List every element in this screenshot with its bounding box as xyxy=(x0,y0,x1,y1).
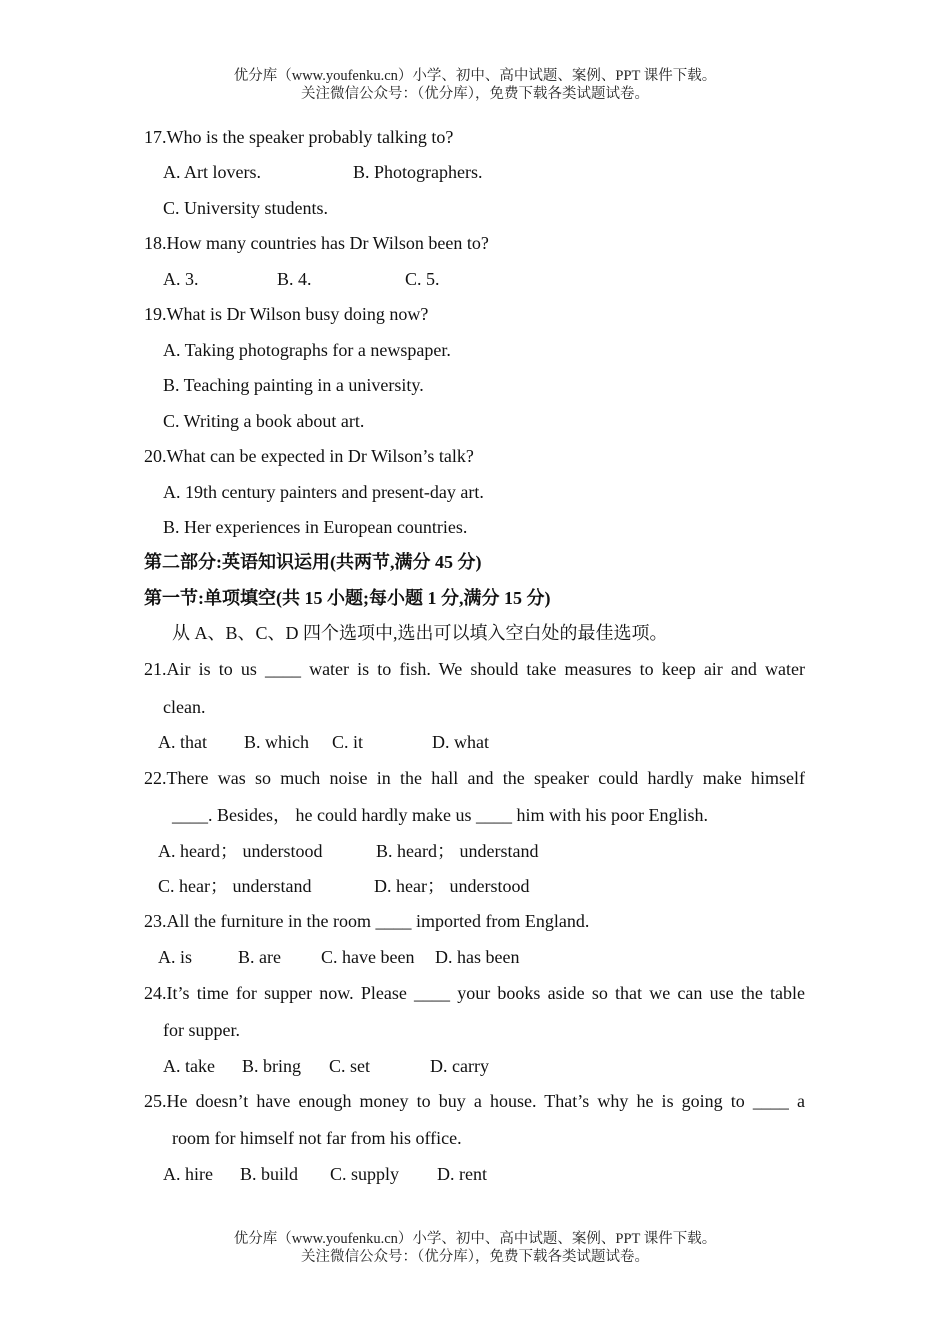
question-22-stem: 22.There was so much noise in the hall and the speaker could hardly make himself xyxy=(144,768,805,788)
header-line-1: 优分库（www.youfenku.cn）小学、初中、高中试题、案例、PPT 课件下载。 xyxy=(233,68,717,84)
question-24-options xyxy=(163,1055,663,1077)
q18-option-c: C. 5. xyxy=(405,269,440,289)
question-25-stem-cont: room for himself not far from his office. xyxy=(172,1128,462,1148)
question-21-stem-cont: clean. xyxy=(163,697,206,717)
q22-option-c: C. hear； understand xyxy=(158,876,312,896)
question-17-options-row1 xyxy=(163,161,563,183)
q24-option-b: B. bring xyxy=(242,1056,302,1076)
question-22-options-row1 xyxy=(158,840,658,862)
q23-option-b: B. are xyxy=(238,947,281,967)
q25-option-a: A. hire xyxy=(163,1164,213,1184)
q21-option-c: C. it xyxy=(332,732,364,752)
q17-option-b: B. Photographers. xyxy=(353,162,483,182)
question-23-options xyxy=(158,946,658,968)
q19-option-a: A. Taking photographs for a newspaper. xyxy=(163,340,451,360)
question-24-stem-cont: for supper. xyxy=(163,1020,240,1040)
footer-line-2: 关注微信公众号：（优分库），免费下载各类试题试卷。 xyxy=(301,1249,649,1265)
q20-option-b: B. Her experiences in European countries. xyxy=(163,517,468,537)
q24-option-d: D. carry xyxy=(430,1056,489,1076)
q18-option-a: A. 3. xyxy=(163,269,199,289)
q25-option-d: D. rent xyxy=(437,1164,487,1184)
question-22-options-row2 xyxy=(158,875,658,897)
question-21-options xyxy=(158,731,658,753)
q25-option-c: C. supply xyxy=(330,1164,400,1184)
footer-line-1: 优分库（www.youfenku.cn）小学、初中、高中试题、案例、PPT 课件下载。 xyxy=(233,1231,717,1247)
question-18-stem: 18.How many countries has Dr Wilson been to? xyxy=(144,233,489,253)
question-21-stem: 21.Air is to us ____ water is to fish. We should take measures to keep air and water xyxy=(144,659,805,679)
q19-option-b: B. Teaching painting in a university. xyxy=(163,375,424,395)
header-line-2: 关注微信公众号：（优分库），免费下载各类试题试卷。 xyxy=(301,86,649,102)
q18-option-b: B. 4. xyxy=(277,269,312,289)
question-19-stem: 19.What is Dr Wilson busy doing now? xyxy=(144,304,429,324)
question-23-stem: 23.All the furniture in the room ____ imported from England. xyxy=(144,911,590,931)
part-2-title: 第二部分:英语知识运用(共两节,满分 45 分) xyxy=(144,552,482,572)
page-header xyxy=(0,67,950,103)
q25-option-b: B. build xyxy=(240,1164,299,1184)
q17-option-c: C. University students. xyxy=(163,198,328,218)
q20-option-a: A. 19th century painters and present-day art. xyxy=(163,482,484,502)
q23-option-d: D. has been xyxy=(435,947,520,967)
q21-option-a: A. that xyxy=(158,732,207,752)
q19-option-c: C. Writing a book about art. xyxy=(163,411,365,431)
question-25-stem: 25.He doesn’t have enough money to buy a house. That’s why he is going to ____ a xyxy=(144,1091,805,1111)
question-17-stem: 17.Who is the speaker probably talking to? xyxy=(144,127,454,147)
question-20-stem: 20.What can be expected in Dr Wilson’s talk? xyxy=(144,446,474,466)
question-18-options xyxy=(163,268,563,290)
q24-option-a: A. take xyxy=(163,1056,215,1076)
question-24-stem: 24.It’s time for supper now. Please ____ your books aside so that we can use the table xyxy=(144,983,805,1003)
q23-option-a: A. is xyxy=(158,947,193,967)
q23-option-c: C. have been xyxy=(321,947,415,967)
q21-option-b: B. which xyxy=(244,732,309,752)
section-1-instruction: 从 A、B、C、D 四个选项中,选出可以填入空白处的最佳选项。 xyxy=(172,623,668,643)
q24-option-c: C. set xyxy=(329,1056,371,1076)
q22-option-b: B. heard； understand xyxy=(376,841,539,861)
section-1-title: 第一节:单项填空(共 15 小题;每小题 1 分,满分 15 分) xyxy=(144,588,551,608)
q22-option-a: A. heard； understood xyxy=(158,841,323,861)
q21-option-d: D. what xyxy=(432,732,489,752)
question-22-stem-cont: ____. Besides， he could hardly make us ____ him with his poor English. xyxy=(172,805,708,825)
page-footer xyxy=(0,1230,950,1266)
q17-option-a: A. Art lovers. xyxy=(163,162,261,182)
q22-option-d: D. hear； understood xyxy=(374,876,530,896)
question-25-options xyxy=(163,1163,663,1185)
